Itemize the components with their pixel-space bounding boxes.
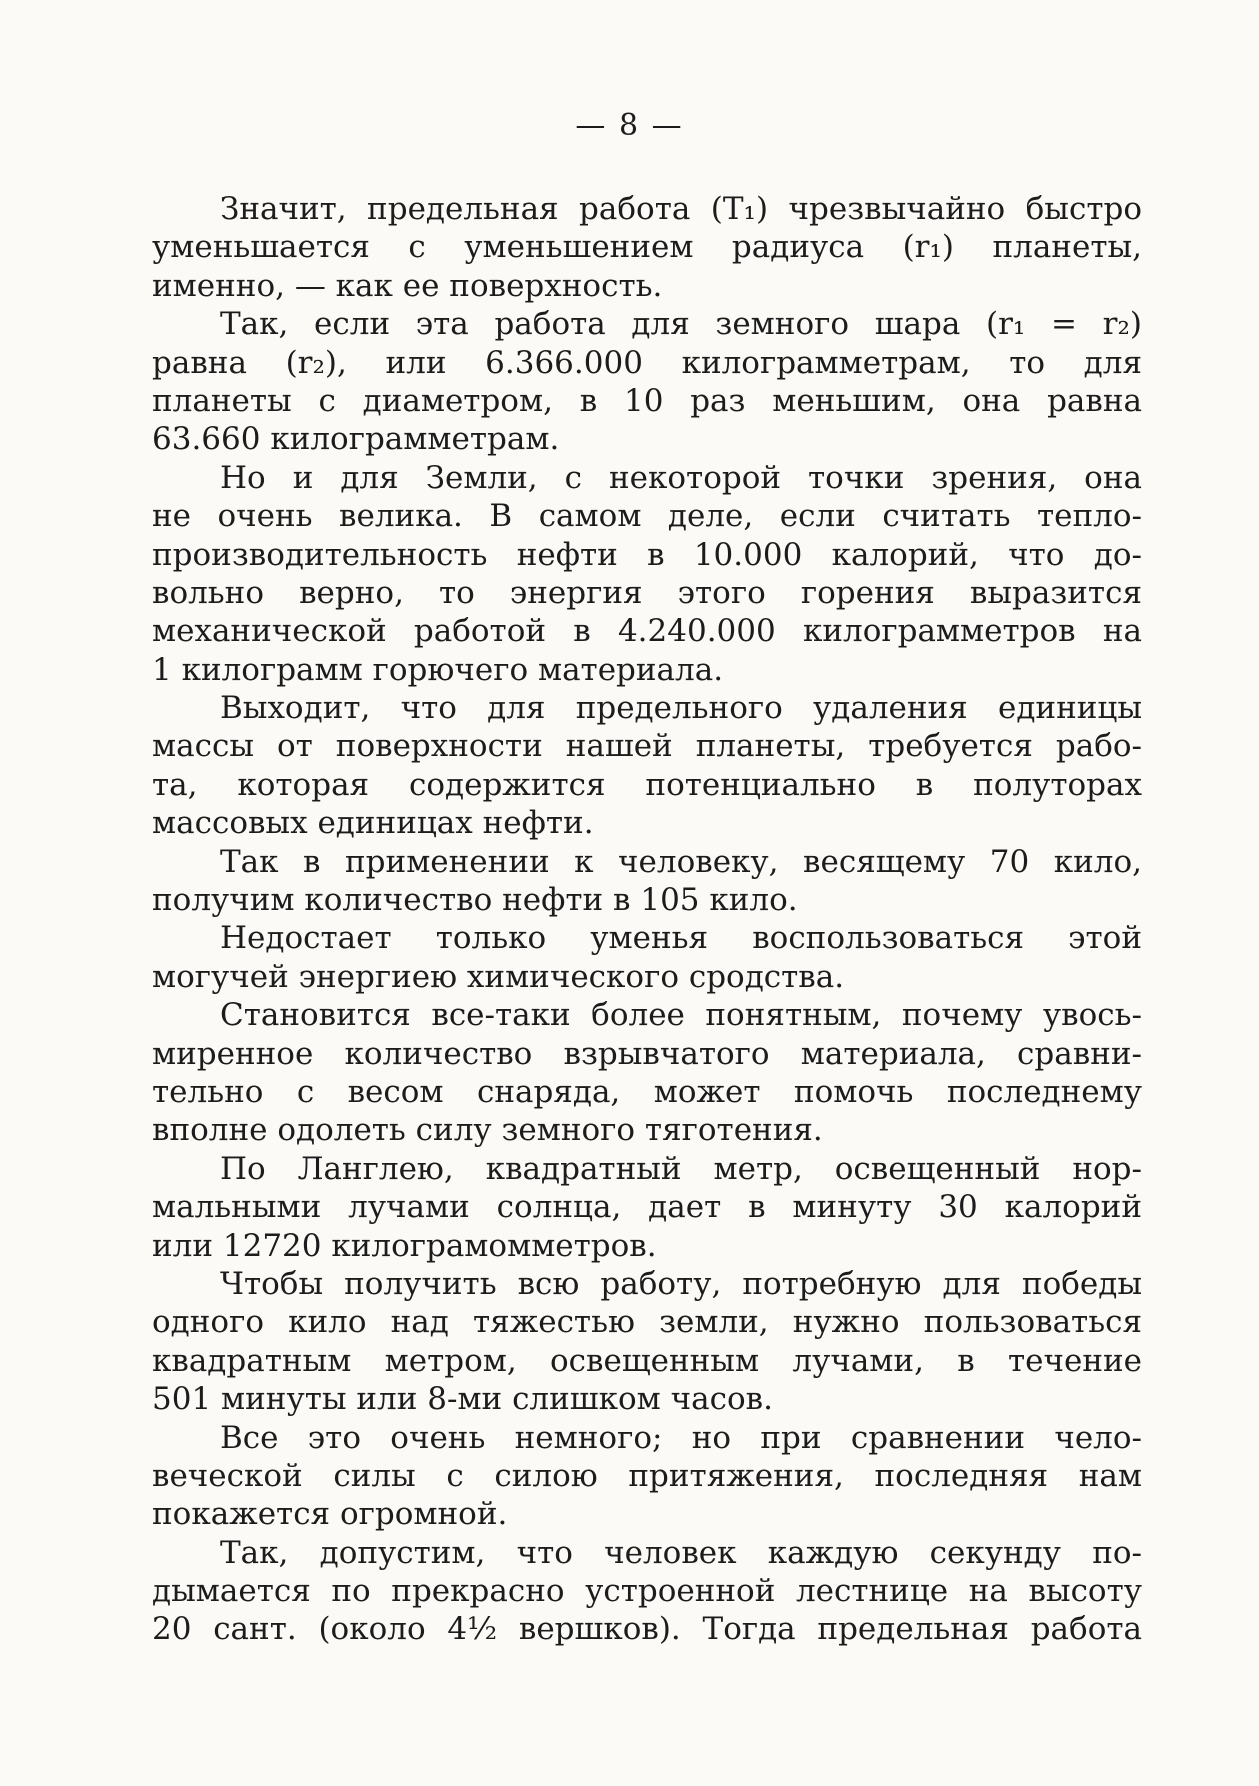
text-line: миренное количество взрывчатого материала, сравни- <box>152 1035 1142 1072</box>
text-line: получим количество нефти в 105 кило. <box>152 882 798 919</box>
text-line: дымается по прекрасно устроенной лестнице на высоту <box>152 1573 1142 1610</box>
text-line: одного кило над тяжестью земли, нужно пользоваться <box>152 1304 1142 1341</box>
text-line: именно, — как ее поверхность. <box>152 267 663 304</box>
text-line: Так, допустим, что человек каждую секунду по- <box>220 1534 1142 1571</box>
text-line: Выходит, что для предельного удаления единицы <box>220 690 1142 727</box>
text-line: Но и для Земли, с некоторой точки зрения, она <box>220 459 1142 496</box>
text-line: массы от поверхности нашей планеты, требуется рабо- <box>152 728 1142 765</box>
text-line: механической работой в 4.240.000 килограмметров на <box>152 613 1142 650</box>
text-line: вольно верно, то энергия этого горения выразится <box>152 574 1142 611</box>
body-text <box>152 190 1142 1649</box>
text-line: По Ланглею, квадратный метр, освещенный нор- <box>220 1150 1142 1187</box>
text-line: Все это очень немного; но при сравнении чело- <box>220 1419 1142 1456</box>
text-line: квадратным метром, освещенным лучами, в течение <box>152 1342 1142 1379</box>
text-line: Недостает только уменья воспользоваться этой <box>220 920 1142 957</box>
text-line: 501 минуты или 8-ми слишком часов. <box>152 1381 773 1418</box>
text-line: Чтобы получить всю работу, потребную для победы <box>220 1265 1142 1302</box>
text-line: вполне одолеть силу земного тяготения. <box>152 1112 823 1149</box>
text-line: Становится все-таки более понятным, почему увось- <box>220 997 1142 1034</box>
text-line: покажется огромной. <box>152 1496 508 1533</box>
text-line: производительность нефти в 10.000 калорий, что до- <box>152 536 1142 573</box>
text-line: тельно с весом снаряда, может помочь последнему <box>152 1073 1142 1110</box>
text-line: Значит, предельная работа (T₁) чрезвычайно быстро <box>220 191 1142 227</box>
text-line: та, которая содержится потенциально в полуторах <box>152 766 1142 803</box>
page-number: — 8 — <box>575 108 684 143</box>
text-line: или 12720 килограмомметров. <box>152 1227 657 1264</box>
text-line: равна (r₂), или 6.366.000 килограмметрам, то для <box>152 344 1142 381</box>
text-line: 1 килограмм горючего материала. <box>152 651 724 688</box>
text-line: не очень велика. В самом деле, если считать тепло- <box>152 498 1142 535</box>
text-line: мальными лучами солнца, дает в минуту 30 калорий <box>152 1189 1142 1226</box>
text-line: планеты с диаметром, в 10 раз меньшим, она равна <box>152 382 1142 419</box>
text-line: массовых единицах нефти. <box>152 805 594 842</box>
text-line: Так, если эта работа для земного шара (r₁ = r₂) <box>220 306 1142 343</box>
text-line: 20 сант. (около 4½ вершков). Тогда предельная работа <box>152 1611 1142 1648</box>
text-line: Так в применении к человеку, весящему 70 кило, <box>220 843 1142 880</box>
text-line: 63.660 килограмметрам. <box>152 421 560 458</box>
text-line: веческой силы с силою притяжения, последняя нам <box>152 1457 1142 1494</box>
text-line: уменьшается с уменьшением радиуса (r₁) планеты, <box>152 229 1142 266</box>
text-line: могучей энергиею химического сродства. <box>152 958 845 995</box>
